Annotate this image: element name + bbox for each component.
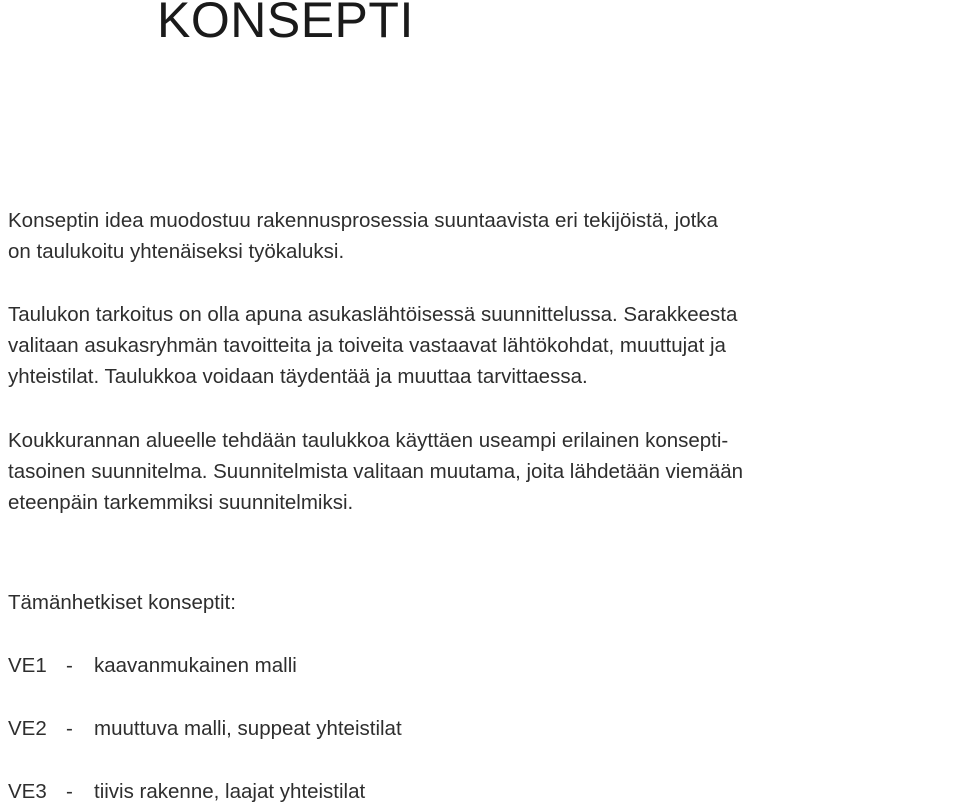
purpose-paragraph [8, 299, 958, 392]
concept-separator: - [66, 780, 73, 803]
concept-separator: - [66, 717, 73, 740]
paragraph-line: yhteistilat. Taulukkoa voidaan täydentää ja muuttaa tarvittaessa. [8, 365, 588, 388]
concepts-heading: Tämänhetkiset konseptit: [8, 591, 236, 614]
concept-item-ve2 [8, 713, 402, 744]
paragraph-line: Taulukon tarkoitus on olla apuna asukaslähtöisessä suunnittelussa. Sarakkeesta [8, 303, 738, 326]
paragraph-line: eteenpäin tarkemmiksi suunnitelmiksi. [8, 491, 354, 514]
paragraph-line: tasoinen suunnitelma. Suunnitelmista valitaan muutama, joita lähdetään viemään [8, 460, 744, 483]
page-title: KONSEPTI [157, 0, 414, 48]
concept-code: VE1 [8, 654, 47, 677]
concept-code: VE2 [8, 717, 47, 740]
concept-item-ve3 [8, 776, 365, 807]
concept-item-ve1 [8, 650, 297, 681]
concept-description: tiivis rakenne, laajat yhteistilat [94, 780, 366, 803]
paragraph-line: on taulukoitu yhtenäiseksi työkaluksi. [8, 240, 345, 263]
intro-paragraph [8, 205, 958, 267]
concept-description: kaavanmukainen malli [94, 654, 297, 677]
koukkuranta-paragraph [8, 425, 958, 518]
concept-code: VE3 [8, 780, 47, 803]
concept-separator: - [66, 654, 73, 677]
paragraph-line: Koukkurannan alueelle tehdään taulukkoa käyttäen useampi erilainen konsepti- [8, 429, 729, 452]
paragraph-line: Konseptin idea muodostuu rakennusprosessia suuntaavista eri tekijöistä, jotka [8, 209, 718, 232]
paragraph-line: valitaan asukasryhmän tavoitteita ja toiveita vastaavat lähtökohdat, muuttujat ja [8, 334, 726, 357]
concept-description: muuttuva malli, suppeat yhteistilat [94, 717, 402, 740]
